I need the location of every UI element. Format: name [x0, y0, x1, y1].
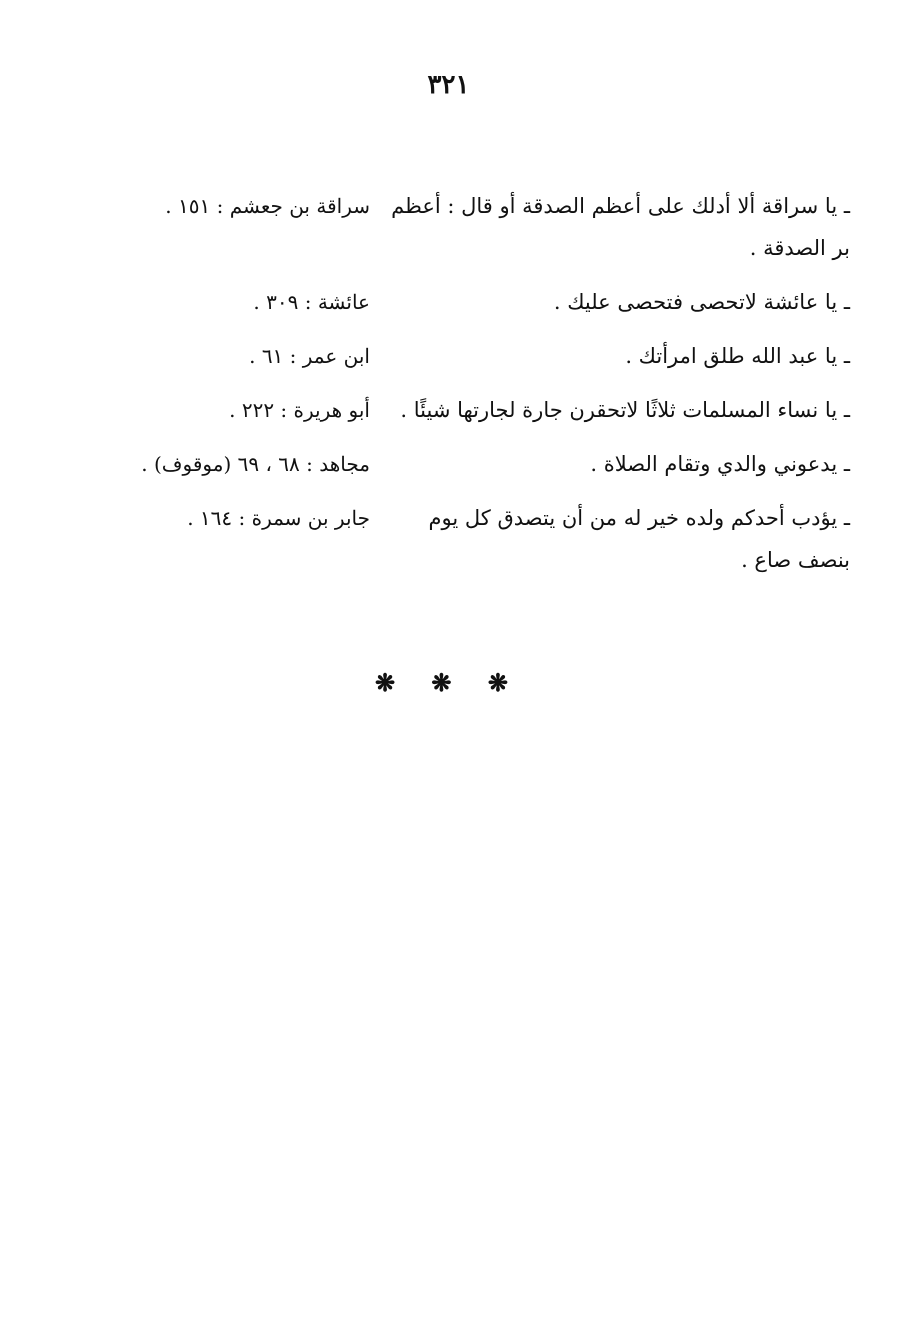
entry-text: ـ يا عبد الله طلق امرأتك .	[625, 344, 850, 368]
entry-source: ابن عمر : ٦١ .	[249, 344, 370, 368]
entry-source: أبو هريرة : ٢٢٢ .	[229, 398, 370, 422]
entry-text: ـ يا عائشة لاتحصى فتحصى عليك .	[553, 290, 850, 314]
entry-source: سراقة بن جعشم : ١٥١ .	[165, 194, 370, 218]
list-item	[90, 443, 850, 485]
entry-text: ـ يا نساء المسلمات ثلاثًا لاتحقرن جارة لجارتها شيئًا .	[400, 398, 850, 422]
entry-text: ـ يؤدب أحدكم ولده خير له من أن يتصدق كل يوم بنصف صاع .	[428, 506, 850, 572]
entry-text: ـ يدعوني والدي وتقام الصلاة .	[590, 452, 850, 476]
page-number: ٣٢١	[427, 70, 470, 100]
section-divider: ❋ ❋ ❋	[374, 668, 523, 697]
hadith-index-list	[90, 185, 850, 593]
list-item	[90, 185, 850, 269]
entry-text: ـ يا سراقة ألا أدلك على أعظم الصدقة أو قال : أعظم بر الصدقة .	[391, 194, 850, 260]
entry-source: مجاهد : ٦٨ ، ٦٩ (موقوف) .	[141, 452, 370, 476]
list-item	[90, 497, 850, 581]
entry-source: عائشة : ٣٠٩ .	[253, 290, 370, 314]
list-item	[90, 389, 850, 431]
list-item	[90, 335, 850, 377]
entry-source: جابر بن سمرة : ١٦٤ .	[187, 506, 370, 530]
list-item	[90, 281, 850, 323]
